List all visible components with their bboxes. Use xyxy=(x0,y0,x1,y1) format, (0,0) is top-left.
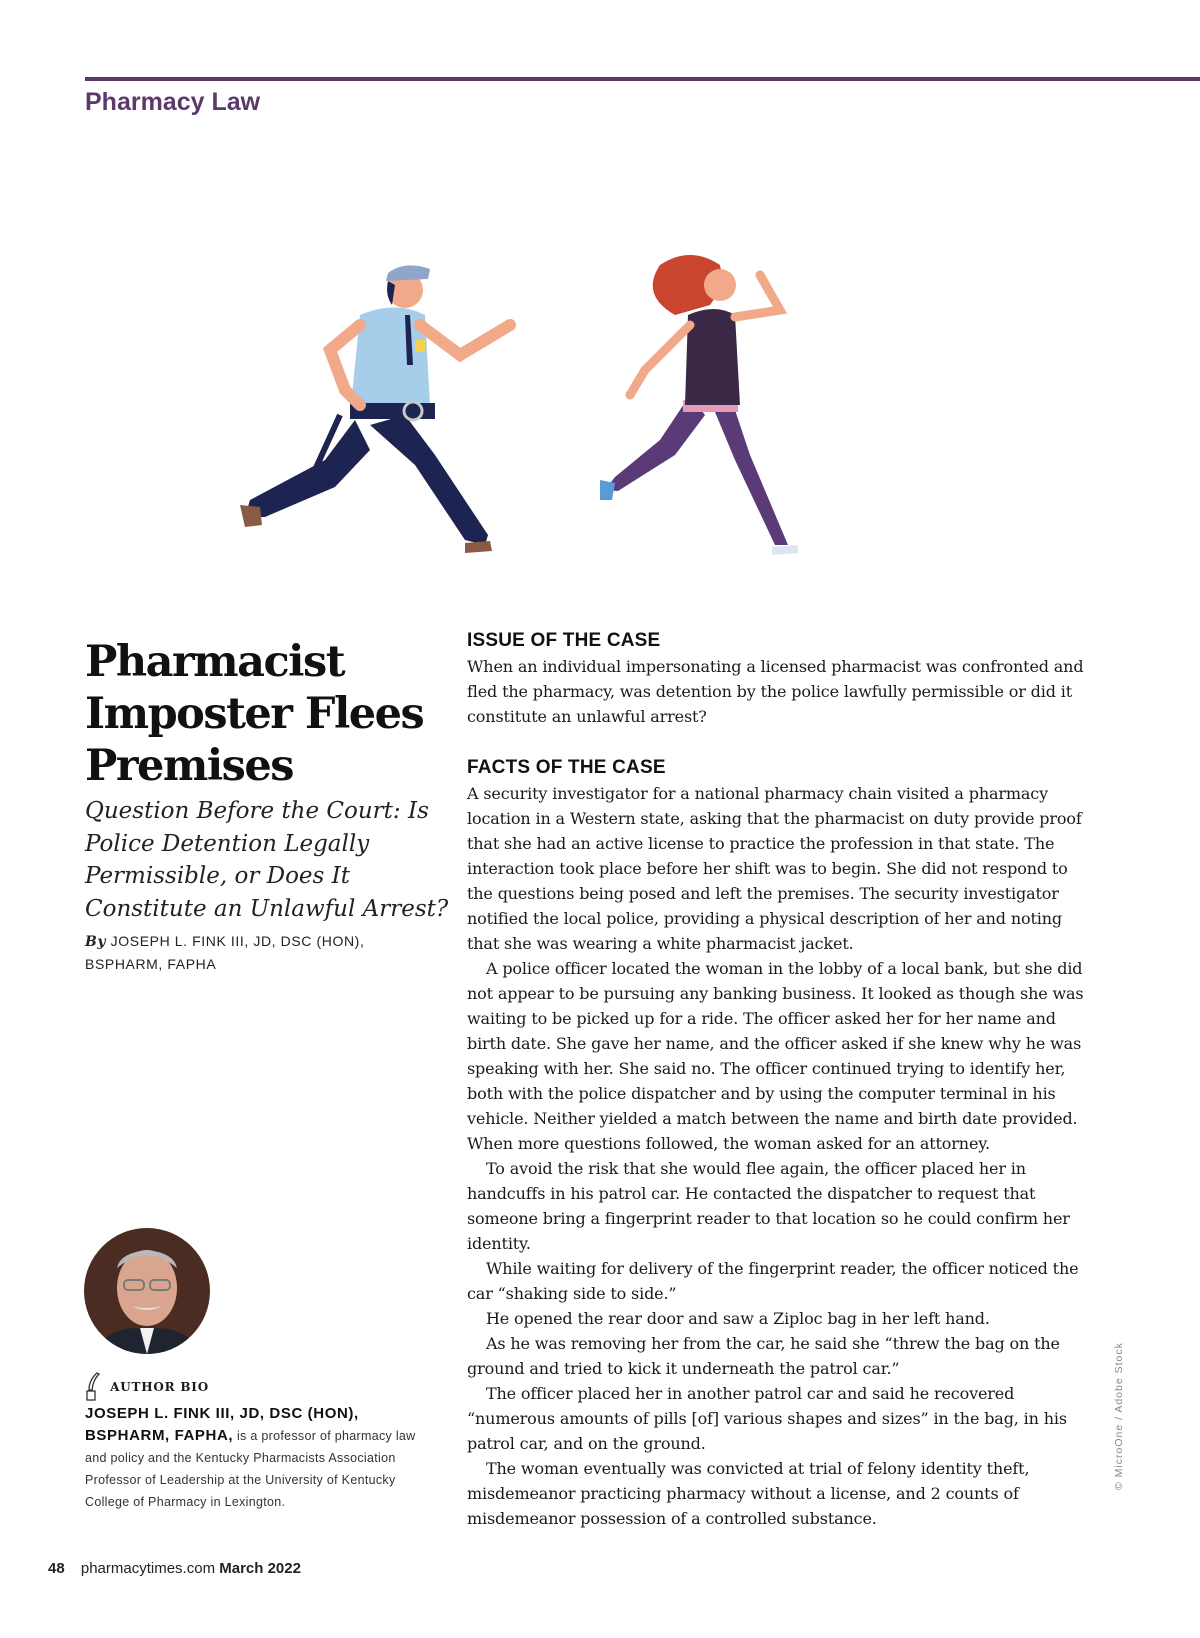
facts-paragraph-6: As he was removing her from the car, he said she “threw the bag on the ground and tried to kick it underneath the patrol car.” xyxy=(467,1334,1060,1378)
article-subtitle: Question Before the Court: Is Police Detention Legally Permissible, or Does It Constitute an Unlawful Arrest? xyxy=(85,798,449,922)
page-footer xyxy=(48,1560,301,1577)
byline-author: JOSEPH L. FINK III, JD, DSC (HON), BSPHARM, FAPHA xyxy=(85,933,365,972)
chase-illustration xyxy=(220,255,860,585)
footer-issue: March 2022 xyxy=(219,1560,301,1577)
facts-paragraph-8: The woman eventually was convicted at trial of felony identity theft, misdemeanor practicing pharmacy without a license, and 2 counts of misdemeanor possession of a controlled substance. xyxy=(467,1459,1030,1528)
byline-prefix: By xyxy=(85,934,107,950)
author-bio-header xyxy=(85,1372,209,1402)
footer-site: pharmacytimes.com xyxy=(80,1560,216,1577)
byline xyxy=(85,930,435,975)
facts-paragraph-7: The officer placed her in another patrol car and said he recovered “numerous amounts of pills [of] various shapes and sizes” in the bag, in his patrol car, and on the ground. xyxy=(467,1384,1067,1453)
police-officer-figure xyxy=(240,265,510,553)
header-rule xyxy=(85,77,1200,81)
facts-paragraph-4: While waiting for delivery of the fingerprint reader, the officer noticed the car “shaking side to side.” xyxy=(467,1259,1079,1303)
author-portrait xyxy=(84,1228,210,1354)
author-bio-label: AUTHOR BIO xyxy=(110,1380,209,1394)
article-body xyxy=(467,628,1087,1531)
image-credit: © MicroOne / Adobe Stock xyxy=(1113,1342,1125,1490)
facts-paragraph-5: He opened the rear door and saw a Ziploc bag in her left hand. xyxy=(486,1309,990,1328)
facts-paragraph-3: To avoid the risk that she would flee again, the officer placed her in handcuffs in his patrol car. He contacted the dispatcher to request that someone bring a fingerprint reader to that location so he could confirm her identity. xyxy=(467,1159,1070,1253)
page-number: 48 xyxy=(48,1560,65,1577)
quill-icon xyxy=(85,1372,101,1402)
facts-paragraph-1: A security investigator for a national pharmacy chain visited a pharmacy location in a Western state, asking that the pharmacist on duty provide proof that she had an active license to practice the profession in that state. The interaction took place before her shift was to begin. She did not respond to the questions being posed and left the premises. The security investigator notified the local police, providing a physical description of her and noting that she was wearing a white pharmacist jacket. xyxy=(467,784,1082,953)
author-bio-name: JOSEPH L. FINK III, JD, DSC (HON), BSPHARM, FAPHA, xyxy=(85,1405,359,1444)
facts-paragraph-2: A police officer located the woman in the lobby of a local bank, but she did not appear to be pursuing any banking business. It looked as though she was waiting to be picked up for a ride. The officer asked her for her name and birth date. She gave her name, and the officer asked if she knew why he was speaking with her. She said no. The officer continued trying to identify her, both with the police dispatcher and by using the computer terminal in his vehicle. Neither yielded a match between the name and birth date provided. When more questions followed, the woman asked for an attorney. xyxy=(467,959,1084,1153)
issue-heading: ISSUE OF THE CASE xyxy=(467,630,661,651)
fleeing-woman-figure xyxy=(600,255,798,555)
issue-text: When an individual impersonating a licensed pharmacist was confronted and fled the pharmacy, was detention by the police lawfully permissible or did it constitute an unlawful arrest? xyxy=(467,657,1084,726)
article-title: Pharmacist Imposter Flees Premises xyxy=(85,637,424,791)
section-label: Pharmacy Law xyxy=(85,88,261,116)
facts-heading: FACTS OF THE CASE xyxy=(467,757,666,778)
author-bio xyxy=(85,1403,430,1513)
author-bio-text: is a professor of pharmacy law and policy and the Kentucky Pharmacists Association Professor of Leadership at the University of Kentucky College of Pharmacy in Lexington. xyxy=(85,1429,416,1509)
